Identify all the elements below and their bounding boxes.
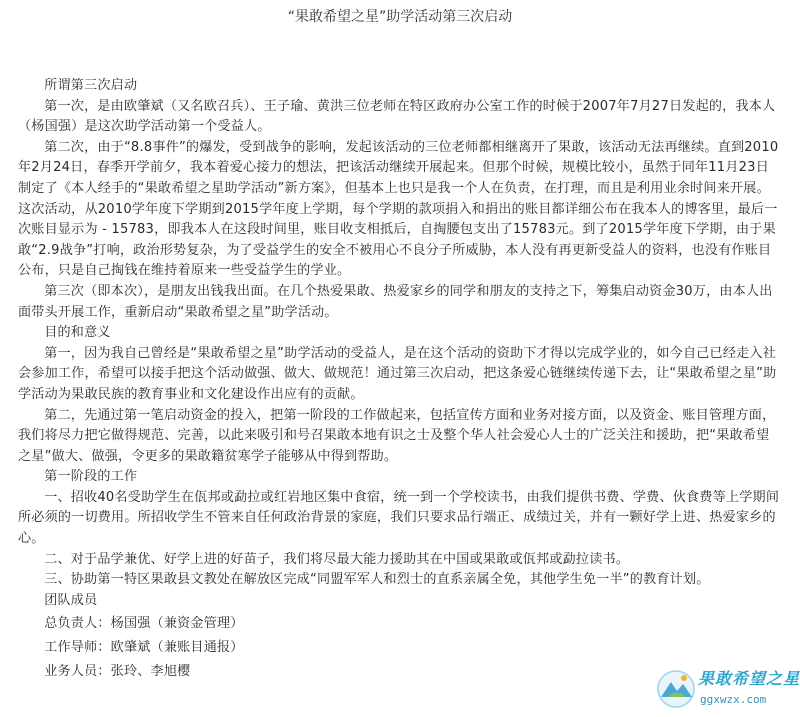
team-member-line: 总负责人：杨国强（兼资金管理） [44, 616, 244, 632]
team-member-line: 工作导师：欧肇斌（兼账目通报） [44, 640, 244, 656]
watermark-url: ggxwzx.com [700, 693, 767, 706]
document-title: “果敢希望之星”助学活动第三次启动 [287, 9, 513, 25]
paragraph: 第一次，是由欧肇斌（又名欧召兵）、王子瑜、黄洪三位老师在特区政府办公室工作的时候于2007年7月27日发起的，我本人（杨国强）是这次助学活动第一个受益人。 [18, 98, 776, 135]
team-member-line: 业务人员：张玲、李旭樱 [44, 663, 191, 679]
section-heading: 目的和意义 [44, 325, 111, 341]
document-body [18, 76, 780, 682]
paragraph: 第二，先通过第一笔启动资金的投入，把第一阶段的工作做起来，包括宣传方面和业务对接方面，以及资金、账目管理方面，我们将尽力把它做得规范、完善，以此来吸引和号召果敢本地有识之士及整个华人社会爱心人士的广泛关注和援助，把“果敢希望之星”做大、做强，令更多的果敢籍贫寒学子能够从中得到帮助。 [18, 407, 776, 464]
section-heading: 所谓第三次启动 [44, 78, 138, 93]
paragraph: 三、协助第一特区果敢县文教处在解放区完成“同盟军军人和烈士的直系亲属全免，其他学生免一半”的教育计划。 [44, 572, 710, 588]
paragraph: 第三次（即本次），是朋友出钱我出面。在几个热爱果敢、热爱家乡的同学和朋友的支持之下，筹集启动资金30万，由本人出面带头开展工作，重新启动“果敢希望之星”助学活动。 [18, 283, 773, 320]
watermark-site-name: 果敢希望之星 [698, 669, 800, 688]
section-heading: 第一阶段的工作 [44, 469, 138, 485]
paragraph: 第一，因为我自己曾经是“果敢希望之星”助学活动的受益人，是在这个活动的资助下才得以完成学业的，如今自己已经走入社会参加工作，希望可以接手把这个活动做强、做大、做规范！通过第三次启动，把这条爱心链继续传递下去，让“果敢希望之星”助学活动为果敢民族的教育事业和文化建设作出应有的贡献。 [18, 345, 777, 402]
mountain-logo-icon [656, 667, 696, 711]
site-watermark [656, 667, 800, 711]
paragraph: 二、对于品学兼优、好学上进的好苗子，我们将尽最大能力援助其在中国或果敢或佤邦或勐拉读书。 [44, 551, 630, 567]
section-heading: 团队成员 [44, 592, 98, 608]
paragraph: 第二次，由于“8.8事件”的爆发，受到战争的影响，发起该活动的三位老师都相继离开了果敢，该活动无法再继续。直到2010年2月24日，春季开学前夕，我本着爱心接力的想法，把该活动继续开展起来。但那个时候，规模比较小，虽然于同年11月23日制定了《本人经手的“果敢希望之星助学活动”新方案》，但基本上也只是我一个人在负责，在打理，而且是利用业余时间来开展。这次活动，从2010学年度下学期到2015学年度上学期，每个学期的款项捐入和捐出的账目都详细公布在我本人的博客里，最后一次账目显示为 - 15783，即我本人在这段时间里，账目收支相抵后，自掏腰包支出了15783元。到了2015学年度下学期，由于果敢“2.9战争”打响，政治形势复杂，为了受益学生的安全不被用心不良分子所威胁，本人没有再更新受益人的资料，也没有作账目公布，只是自己掏钱在维持着原来一些受益学生的学业。 [18, 139, 779, 279]
paragraph: 一、招收40名受助学生在佤邦或勐拉或红岩地区集中食宿，统一到一个学校读书，由我们提供书费、学费、伙食费等上学期间所必须的一切费用。所招收学生不管来自任何政治背景的家庭，我们只要求品行端正、成绩过关，并有一颗好学上进、热爱家乡的心。 [18, 489, 780, 547]
